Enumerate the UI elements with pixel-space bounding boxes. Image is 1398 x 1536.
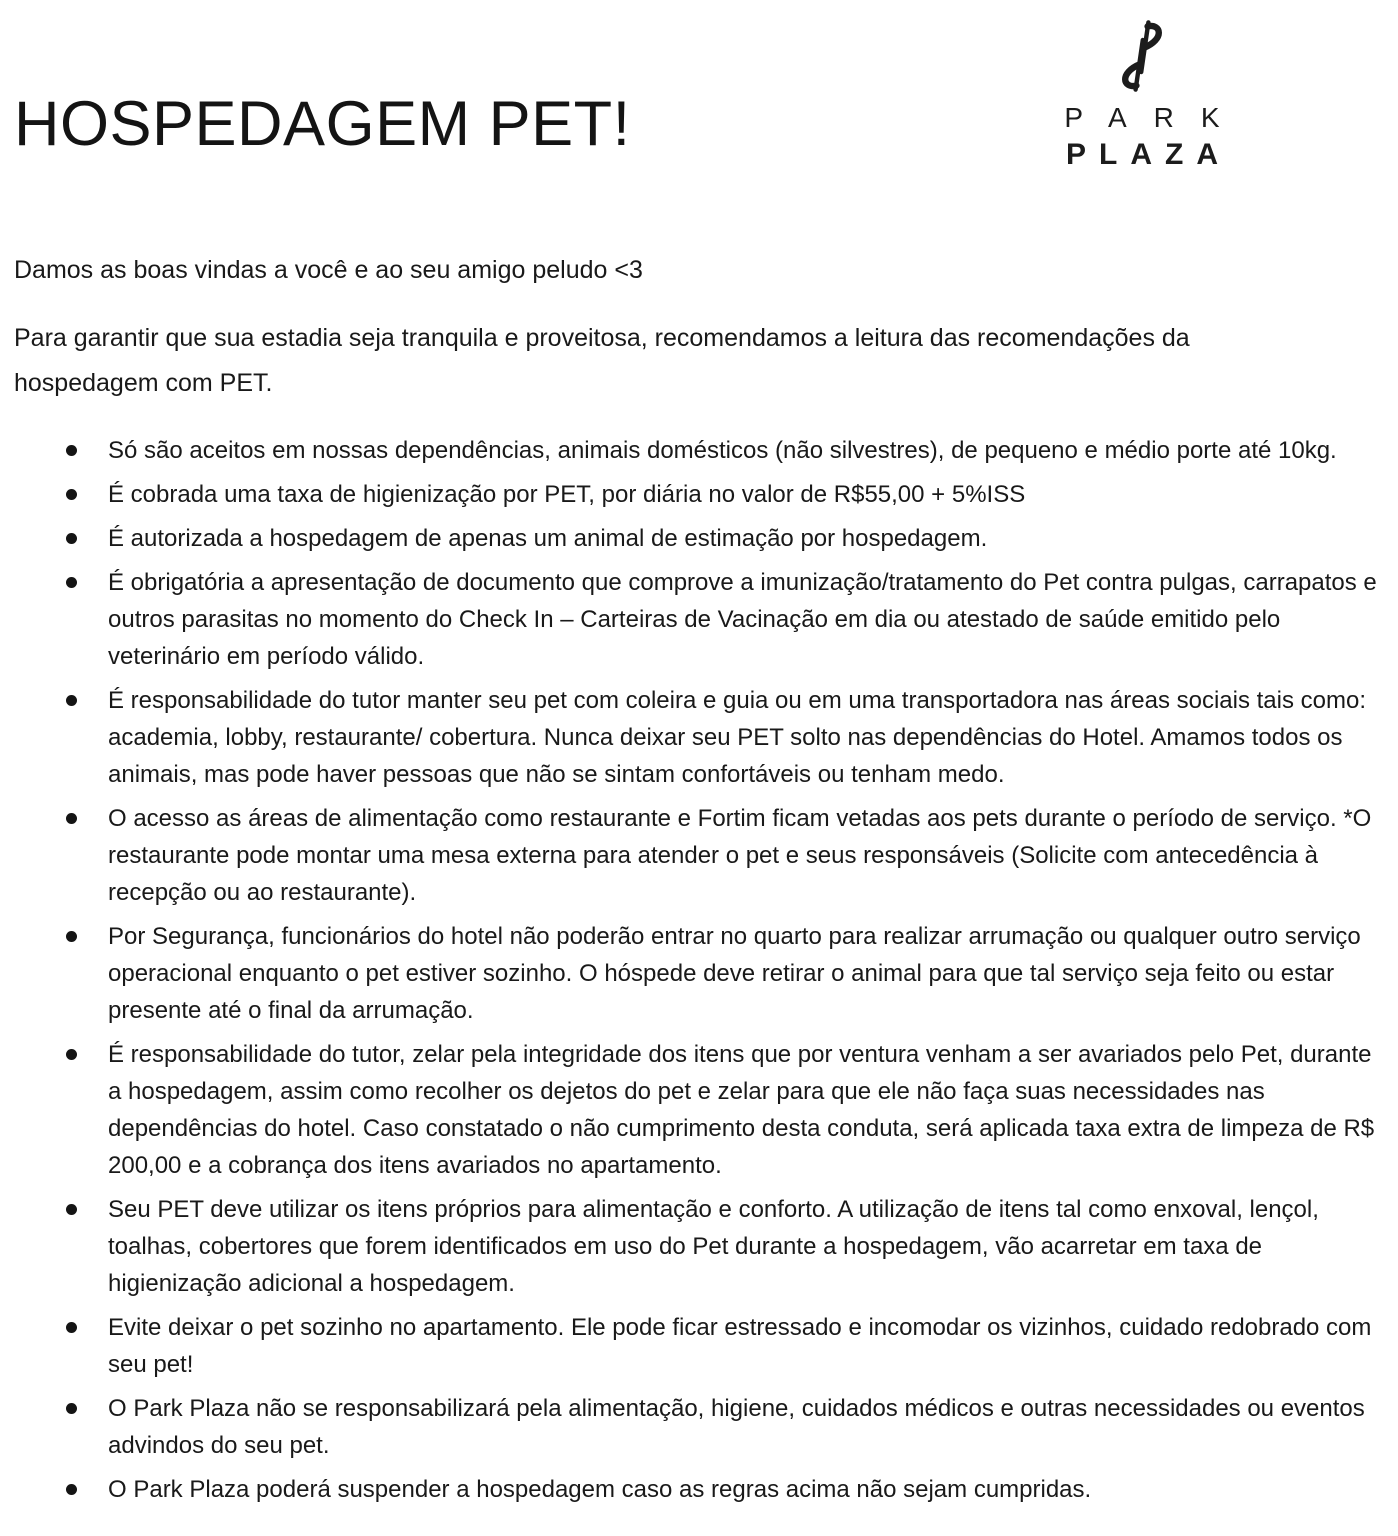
- rule-item-1: Só são aceitos em nossas dependências, animais domésticos (não silvestres), de pequeno e médio porte até 10kg.: [108, 432, 1384, 469]
- rule-item-3: É autorizada a hospedagem de apenas um animal de estimação por hospedagem.: [108, 520, 1384, 557]
- rules-list: [14, 432, 1384, 1508]
- logo-text-park: PARK: [1064, 102, 1247, 133]
- intro-text: Para garantir que sua estadia seja tranquila e proveitosa, recomendamos a leitura das recomendações da hospedagem com PET.: [14, 324, 1190, 397]
- rule-item-4: É obrigatória a apresentação de documento que comprove a imunização/tratamento do Pet contra pulgas, carrapatos e outros parasitas no momento do Check In – Carteiras de Vacinação em dia ou atestado de saúde emitido pelo veterinário em período válido.: [108, 564, 1384, 675]
- rule-item-8: É responsabilidade do tutor, zelar pela integridade dos itens que por ventura venham a ser avariados pelo Pet, durante a hospedagem, assim como recolher os dejetos do pet e zelar para que ele não faça suas necessidades nas dependências do hotel. Caso constatado o não cumprimento desta conduta, será aplicada taxa extra de limpeza de R$ 200,00 e a cobrança dos itens avariados no apartamento.: [108, 1036, 1384, 1184]
- park-plaza-monogram-icon: [1118, 18, 1166, 94]
- rule-item-5: É responsabilidade do tutor manter seu pet com coleira e guia ou em uma transportadora nas áreas sociais tais como: academia, lobby, restaurante/ cobertura. Nunca deixar seu PET solto nas dependências do Hotel. Amamos todos os animais, mas pode haver pessoas que não se sintam confortáveis ou tenham medo.: [108, 682, 1384, 793]
- rule-item-7: Por Segurança, funcionários do hotel não poderão entrar no quarto para realizar arrumação ou qualquer outro serviço operacional enquanto o pet estiver sozinho. O hóspede deve retirar o animal para que tal serviço seja feito ou estar presente até o final da arrumação.: [108, 918, 1384, 1029]
- rule-item-10: Evite deixar o pet sozinho no apartamento. Ele pode ficar estressado e incomodar os vizinhos, cuidado redobrado com seu pet!: [108, 1309, 1384, 1383]
- document-header: [14, 10, 1384, 172]
- logo-text-plaza: PLAZA: [1066, 138, 1231, 171]
- rule-item-12: O Park Plaza poderá suspender a hospedagem caso as regras acima não sejam cumpridas.: [108, 1471, 1384, 1508]
- rule-item-11: O Park Plaza não se responsabilizará pela alimentação, higiene, cuidados médicos e outras necessidades ou eventos advindos do seu pet.: [108, 1390, 1384, 1464]
- page-title: HOSPEDAGEM PET!: [14, 89, 631, 159]
- rule-item-2: É cobrada uma taxa de higienização por PET, por diária no valor de R$55,00 + 5%ISS: [108, 476, 1384, 513]
- rule-item-9: Seu PET deve utilizar os itens próprios para alimentação e conforto. A utilização de itens tal como enxoval, lençol, toalhas, cobertores que forem identificados em uso do Pet durante a hospedagem, vão acarretar em taxa de higienização adicional a hospedagem.: [108, 1191, 1384, 1302]
- greeting-text: Damos as boas vindas a você e ao seu amigo peludo <3: [14, 256, 643, 284]
- park-plaza-logo: [1042, 18, 1247, 172]
- rule-item-6: O acesso as áreas de alimentação como restaurante e Fortim ficam vetadas aos pets durante o período de serviço. *O restaurante pode montar uma mesa externa para atender o pet e seus responsáveis (Solicite com antecedência à recepção ou ao restaurante).: [108, 800, 1384, 911]
